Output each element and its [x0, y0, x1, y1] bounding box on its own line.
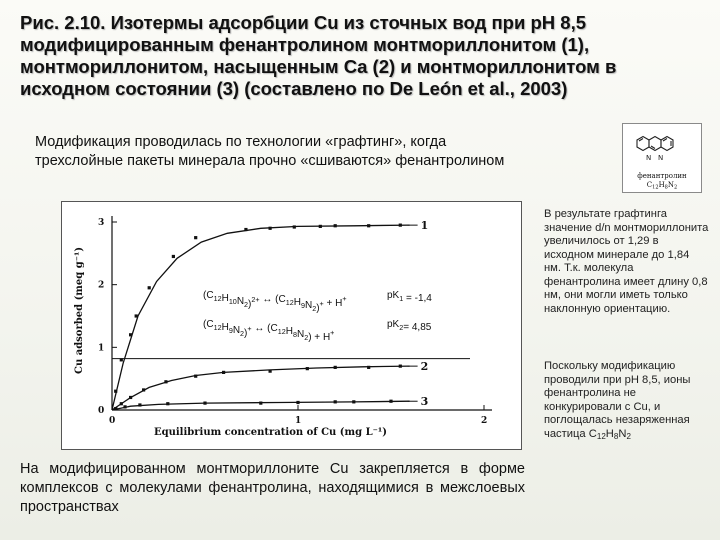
complex-note: На модифицированном монтмориллоните Cu закрепляется в форме комплексов с молекулами фенантролина, находящимися в межслоевых пространствах [20, 461, 525, 515]
series-3-point [352, 400, 355, 403]
series-2-point [194, 375, 197, 378]
series-2-point [142, 388, 145, 391]
series-2-point [306, 367, 309, 370]
y-tick-label: 0 [98, 406, 105, 416]
series-3-point [123, 405, 126, 408]
series-1-point [114, 390, 117, 393]
svg-text:N: N [658, 154, 664, 162]
y-tick-label: 2 [98, 280, 105, 291]
pka-value-2: $pK_2= 4,85$ [387, 319, 432, 333]
series-1-point [148, 286, 151, 289]
grafting-note: В результате графтинга значение d/n монтмориллонита увеличилось от 1,29 в исходном минерале до 1,84 нм. Т.к. молекула фенантролина имеет длину 0,8 нм, они могли иметь только наклонную ориентацию. [544, 208, 709, 315]
series-3-point [166, 402, 169, 405]
series-1-label: 1 [420, 219, 429, 233]
series-3-point [389, 400, 392, 403]
series-3-point [296, 401, 299, 404]
series-1-point [172, 255, 175, 258]
series-3-label: 3 [420, 395, 429, 409]
series-1-point [269, 227, 272, 230]
series-2-point [222, 371, 225, 374]
svg-text:N: N [646, 154, 652, 162]
molecule-formula: $C_{12}H_8N_2$ [646, 181, 678, 191]
series-1-point [293, 225, 296, 228]
series-3-point [259, 402, 262, 405]
chart-svg [62, 202, 523, 451]
pka-value-1: $pK_1 = -1,4$ [387, 290, 432, 304]
series-3-point [138, 403, 141, 406]
series-1-point [367, 224, 370, 227]
series-2-point [399, 365, 402, 368]
equilibrium-equation-1: $(C_{12}H_{10}N_2)^{2+}$ ↔ $(C_{12}H_9N_2)^+ + H^+$ [203, 290, 347, 314]
series-1-point [319, 225, 322, 228]
series-1-point [244, 228, 247, 231]
y-axis-label: Cu adsorbed (meq g⁻¹) [74, 246, 85, 374]
series-1-point [334, 224, 337, 227]
series-2-point [164, 380, 167, 383]
y-tick-label: 3 [98, 218, 105, 228]
series-2-point [129, 396, 132, 399]
series-1-point [135, 314, 138, 317]
series-1-point [194, 236, 197, 239]
series-2-point [334, 366, 337, 369]
y-tick-label: 1 [98, 343, 105, 354]
series-1-point [120, 358, 123, 361]
series-2-point [269, 370, 272, 373]
ph-note: Поскольку модификацию проводили при pH 8,5, ионы фенантролина не конкурировали с Cu, и поглощалась незаряженная частица $C_{12}H_8N_2$ [544, 360, 691, 441]
slide-subtitle: Модификация проводилась по технологии «графтинг», когда трехслойные пакеты минерала прочно «сшиваются» фенантролином [35, 134, 505, 169]
series-1-point [399, 224, 402, 227]
x-tick-label: 0 [109, 416, 116, 426]
series-2-label: 2 [420, 360, 429, 374]
series-1-curve [112, 225, 410, 410]
equilibrium-equation-2: $(C_{12}H_9N_2)^+$ ↔ $(C_{12}H_8N_2) + H^+$ [203, 319, 335, 343]
x-axis-label: Equilibrium concentration of Cu (mg L⁻¹) [154, 427, 388, 438]
adsorption-isotherm-chart [61, 201, 522, 450]
molecule-label: фенантролин [637, 172, 687, 180]
series-3-point [203, 402, 206, 405]
x-tick-label: 1 [295, 416, 302, 426]
phenanthroline-structure [622, 123, 702, 193]
series-3-point [334, 400, 337, 403]
series-2-point [120, 402, 123, 405]
phenanthroline-icon [623, 124, 703, 172]
slide-title: Рис. 2.10. Изотермы адсорбции Cu из сточных вод при pH 8,5 модифицированным фенантролином монтмориллонитом (1), монтмориллонитом, насыщенным Ca (2) и монтмориллонитом в исходном состоянии (3) (составлено по De León et al., 2003) [20, 12, 617, 99]
series-3-point [114, 407, 117, 410]
series-2-point [367, 366, 370, 369]
x-tick-label: 2 [481, 416, 488, 426]
series-1-point [129, 333, 132, 336]
